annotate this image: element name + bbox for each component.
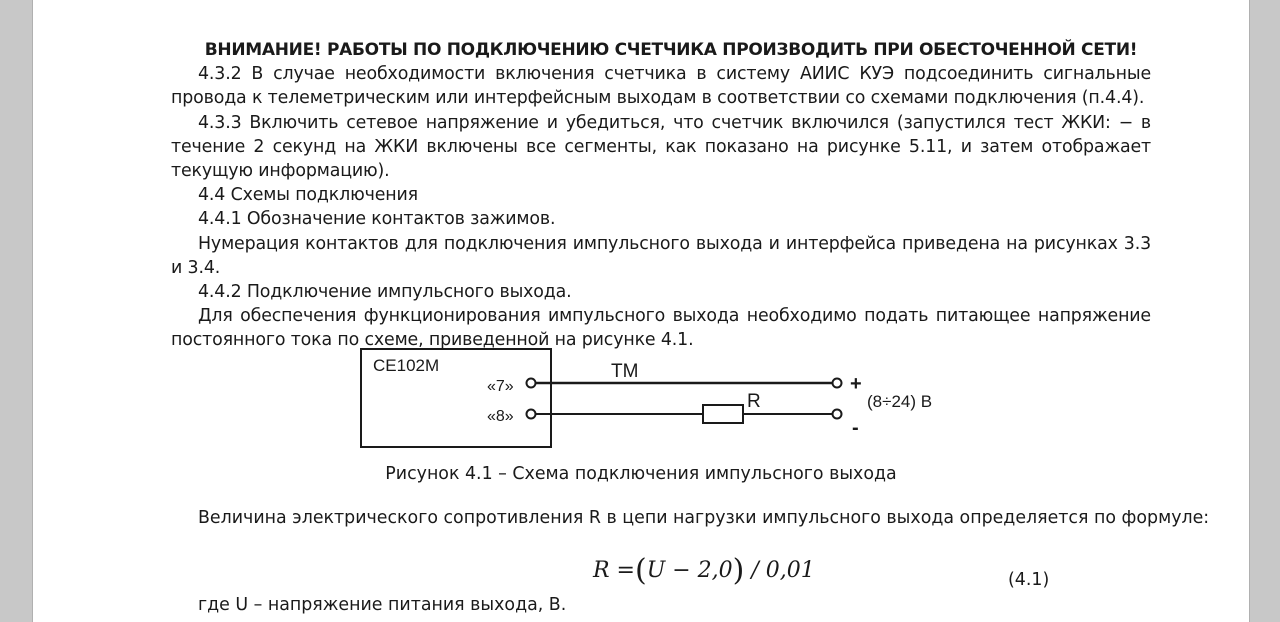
resistor-label: R — [747, 391, 761, 412]
pin-8-label: «8» — [487, 408, 514, 425]
equation-number: (4.1) — [1008, 570, 1050, 590]
paragraph-4-3-3: 4.3.3 Включить сетевое напряжение и убедиться, что счетчик включился (запустился тест ЖКИ: − в течение 2 секунд на ЖКИ включены все сегменты, как показано на рисунке 5.11, и затем отображает текущую информацию). — [171, 112, 1151, 182]
paragraph-4-3-2: 4.3.2 В случае необходимости включения счетчика в систему АИИС КУЭ подсоединить сигнальные провода к телеметрическим или интерфейсным выходам в соответствии со схемами подключения (п.4.4). — [171, 64, 1151, 109]
pin-7-terminal — [527, 379, 536, 388]
paragraph-power: Для обеспечения функционирования импульсного выхода необходимо подать питающее напряжение постоянного тока по схеме, приведенной на рисунке 4.1. — [171, 306, 1151, 351]
formula — [593, 553, 815, 588]
formula-intro: Величина электрического сопротивления R в цепи нагрузки импульсного выхода определяется по формуле: — [198, 508, 1210, 528]
heading-4-4-1: 4.4.1 Обозначение контактов зажимов. — [198, 209, 556, 230]
minus-label: - — [852, 417, 859, 439]
meter-label: СЕ102М — [373, 356, 440, 375]
tm-label: ТМ — [611, 361, 639, 382]
connection-diagram — [361, 346, 933, 452]
voltage-label: (8÷24) В — [867, 392, 933, 411]
formula-rhs: / 0,01 — [744, 558, 815, 583]
text-body — [171, 38, 1151, 353]
diagram-svg — [361, 346, 933, 452]
formula-lhs: R = — [593, 558, 635, 583]
formula-inner: U − 2,0 — [646, 558, 733, 583]
pin-7-label: «7» — [487, 378, 514, 395]
heading-4-4: 4.4 Схемы подключения — [198, 185, 418, 206]
formula-open-paren: ( — [635, 553, 647, 588]
pin-8-terminal — [527, 410, 536, 419]
resistor — [703, 405, 743, 423]
safety-warning: ВНИМАНИЕ! РАБОТЫ ПО ПОДКЛЮЧЕНИЮ СЧЕТЧИКА ПРОИЗВОДИТЬ ПРИ ОБЕСТОЧЕННОЙ СЕТИ! — [204, 40, 1138, 60]
minus-terminal — [833, 410, 842, 419]
plus-terminal — [833, 379, 842, 388]
paragraph-numbering: Нумерация контактов для подключения импульсного выхода и интерфейса приведена на рисунках 3.3 и 3.4. — [171, 233, 1151, 278]
where-text: где U – напряжение питания выхода, В. — [198, 595, 567, 615]
plus-label: + — [850, 373, 862, 395]
document-page — [32, 0, 1250, 622]
heading-4-4-2: 4.4.2 Подключение импульсного выхода. — [198, 282, 572, 303]
figure-caption: Рисунок 4.1 – Схема подключения импульсного выхода — [385, 464, 897, 484]
formula-close-paren: ) — [732, 553, 745, 588]
